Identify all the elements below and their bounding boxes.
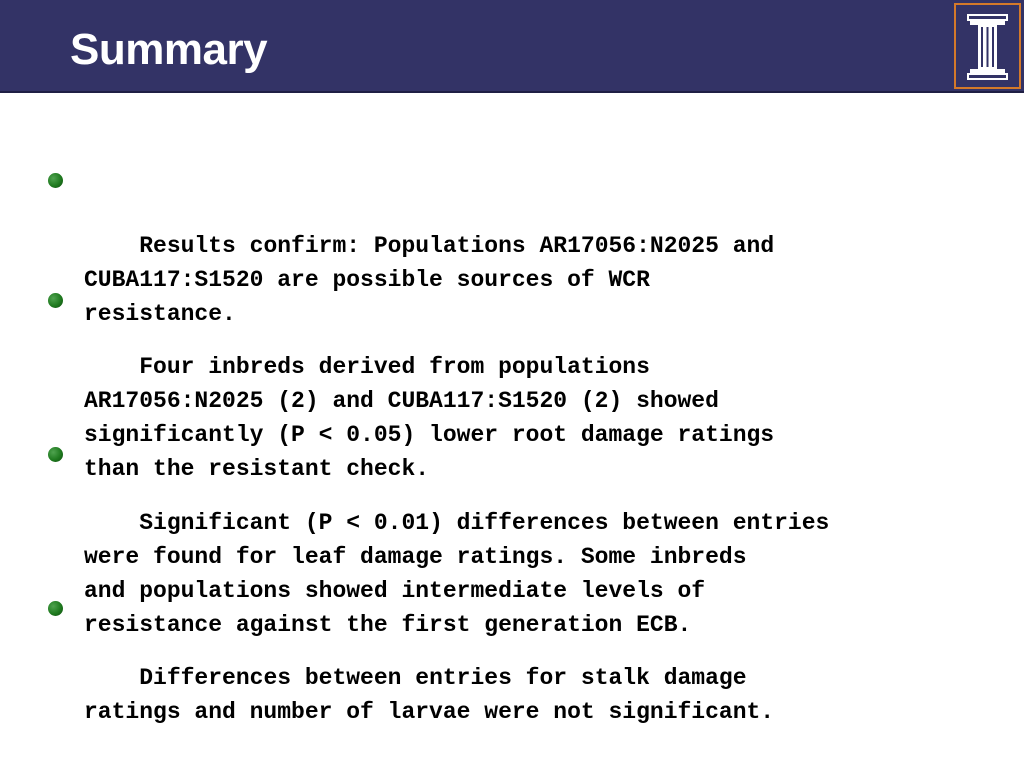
logo-column-icon (954, 3, 1021, 89)
bullet-text: Four inbreds derived from populations AR17056:N2025 (2) and CUBA117:S1520 (2) showed significantly (P < 0.05) lower root damage ratings than the resistant check. (84, 354, 775, 482)
bullet-dot-icon (48, 173, 63, 188)
bullet-dot-icon (48, 447, 63, 462)
bullet-item (84, 593, 954, 763)
bullet-dot-icon (48, 293, 63, 308)
bullet-text: Results confirm: Populations AR17056:N2025 and CUBA117:S1520 are possible sources of WCR resistance. (84, 233, 775, 327)
bullet-dot-icon (48, 601, 63, 616)
column-icon (956, 5, 1019, 87)
header-bar (0, 0, 1024, 93)
slide-title: Summary (70, 25, 268, 74)
bullet-text: Differences between entries for stalk damage ratings and number of larvae were not significant. (84, 665, 775, 725)
bullet-text: Significant (P < 0.01) differences between entries were found for leaf damage ratings. Some inbreds and populations showed intermediate levels of resistance against the first generation ECB. (84, 510, 830, 638)
